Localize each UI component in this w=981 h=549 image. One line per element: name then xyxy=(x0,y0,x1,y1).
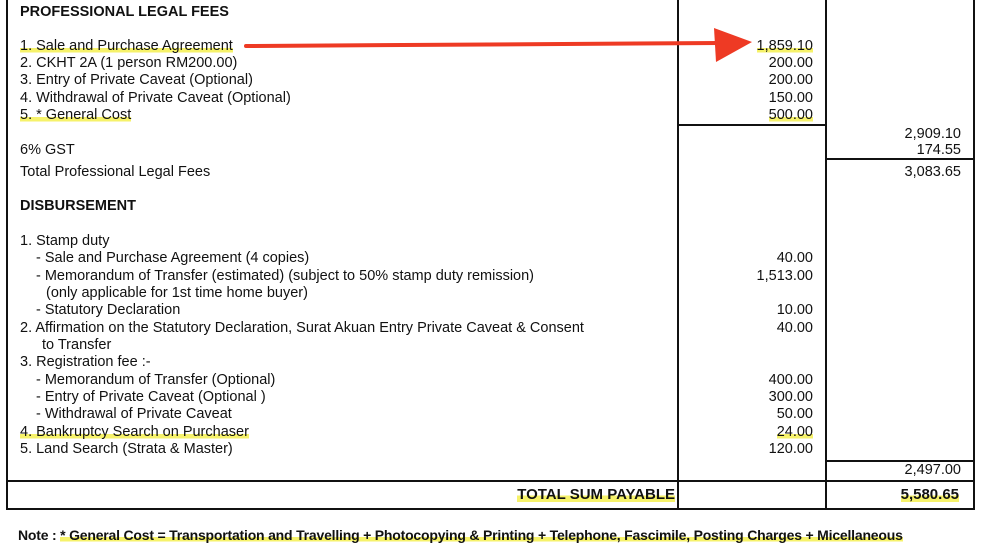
disb-line-2: - Sale and Purchase Agreement (4 copies) xyxy=(36,250,310,266)
disb-line-6: 2. Affirmation on the Statutory Declaration, Surat Akuan Entry Private Caveat & Consent xyxy=(20,320,584,336)
total-sum-label xyxy=(517,486,675,503)
disb-amount-10: 300.00 xyxy=(768,389,813,405)
general-cost-amount: 500.00 xyxy=(768,107,813,123)
disb-line-7: to Transfer xyxy=(42,337,112,353)
disb-amount-12 xyxy=(777,424,813,441)
sale-purchase-label: 1. Sale and Purchase Agreement xyxy=(20,38,233,54)
disb-amount-9: 400.00 xyxy=(768,372,813,388)
subtotal-rule xyxy=(677,124,827,126)
total-sum-label-text: TOTAL SUM PAYABLE xyxy=(517,486,675,503)
disb-amount-5: 10.00 xyxy=(776,302,813,318)
column-divider-1 xyxy=(677,0,679,510)
disb-line-13: 5. Land Search (Strata & Master) xyxy=(20,441,233,457)
legal-item-amount-5 xyxy=(769,107,813,124)
legal-item-amount-2: 200.00 xyxy=(768,55,813,71)
total-sum-amount xyxy=(901,486,959,503)
disb-line-10: - Entry of Private Caveat (Optional ) xyxy=(36,389,266,405)
legal-subtotal: 2,909.10 xyxy=(904,126,961,142)
disb-line-3: - Memorandum of Transfer (estimated) (subject to 50% stamp duty remission) xyxy=(36,268,535,284)
bankruptcy-search-label: 4. Bankruptcy Search on Purchaser xyxy=(20,424,249,440)
disb-line-8: 3. Registration fee :- xyxy=(20,354,151,370)
legal-item-label-1 xyxy=(20,38,233,55)
footnote xyxy=(18,527,903,543)
grand-total-top-rule xyxy=(6,480,975,482)
legal-item-amount-1 xyxy=(757,38,813,55)
disb-line-5: - Statutory Declaration xyxy=(36,302,181,318)
general-cost-label: 5. * General Cost xyxy=(20,107,132,123)
legal-item-amount-3: 200.00 xyxy=(768,72,813,88)
bankruptcy-search-amount: 24.00 xyxy=(776,424,813,440)
disb-amount-2: 40.00 xyxy=(776,250,813,266)
legal-item-label-5 xyxy=(20,107,131,124)
legal-item-label-4: 4. Withdrawal of Private Caveat (Optional) xyxy=(20,90,291,106)
disb-amount-3: 1,513.00 xyxy=(756,268,813,284)
disbursement-total: 2,497.00 xyxy=(904,462,961,478)
footnote-prefix: Note : xyxy=(18,527,61,543)
disbursement-heading: DISBURSEMENT xyxy=(20,198,137,214)
disb-line-11: - Withdrawal of Private Caveat xyxy=(36,406,232,422)
disb-amount-11: 50.00 xyxy=(776,406,813,422)
legal-item-label-3: 3. Entry of Private Caveat (Optional) xyxy=(20,72,253,88)
legal-total-label: Total Professional Legal Fees xyxy=(20,164,211,180)
disb-line-9: - Memorandum of Transfer (Optional) xyxy=(36,372,276,388)
disb-amount-13: 120.00 xyxy=(768,441,813,457)
column-divider-2 xyxy=(825,0,827,510)
legal-total-amount: 3,083.65 xyxy=(904,164,961,180)
legal-item-label-2: 2. CKHT 2A (1 person RM200.00) xyxy=(20,55,238,71)
disb-line-4: (only applicable for 1st time home buyer) xyxy=(46,285,308,301)
disb-amount-6: 40.00 xyxy=(776,320,813,336)
legal-fees-heading: PROFESSIONAL LEGAL FEES xyxy=(20,4,229,20)
legal-item-amount-4: 150.00 xyxy=(768,90,813,106)
gst-amount: 174.55 xyxy=(916,142,961,158)
total-sum-amount-text: 5,580.65 xyxy=(900,486,959,503)
disb-line-1: 1. Stamp duty xyxy=(20,233,110,249)
sale-purchase-amount: 1,859.10 xyxy=(756,38,813,54)
gst-label: 6% GST xyxy=(20,142,75,158)
disb-line-12 xyxy=(20,424,249,441)
footnote-text: * General Cost = Transportation and Travelling + Photocopying & Printing + Telephone, Fascimile, Posting Charges + Micellaneous xyxy=(60,527,903,543)
